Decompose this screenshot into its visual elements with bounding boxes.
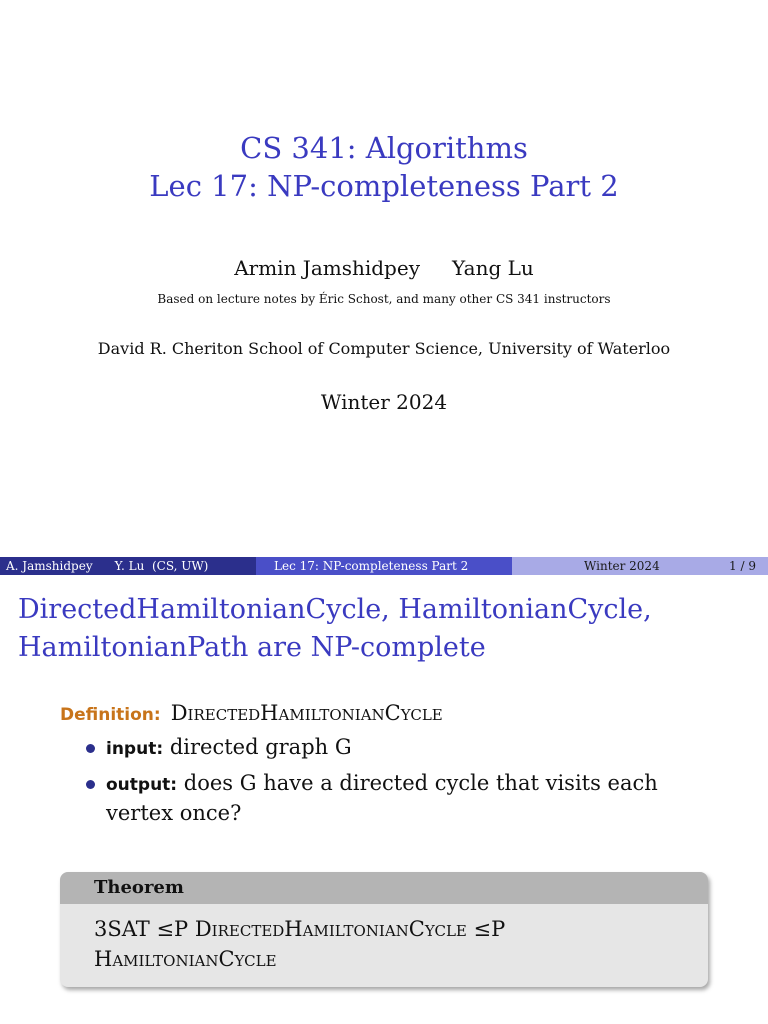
footer-date: Winter 2024 [584, 559, 660, 573]
item-text: directed graph G [169, 735, 352, 759]
item-text: does G have a directed cycle that visits each vertex once? [106, 771, 658, 825]
footer-author-a: A. Jamshidpey [6, 559, 93, 573]
footer-page-number: 1 / 9 [729, 559, 756, 573]
list-item [86, 769, 726, 827]
slide-footer [0, 557, 768, 575]
item-keyword: input: [106, 739, 164, 759]
definition-items [86, 733, 726, 833]
frame-title: DirectedHamiltonianCycle, HamiltonianCycle, HamiltonianPath are NP-complete [18, 594, 652, 663]
footer-lecture: Lec 17: NP-completeness Part 2 [256, 557, 512, 575]
theorem-block [60, 872, 708, 987]
institution: David R. Cheriton School of Computer Science, University of Waterloo [97, 339, 671, 358]
item-keyword: output: [106, 775, 178, 795]
footer-affiliation: (CS, UW) [151, 559, 209, 573]
author-2: Yang Lu [452, 256, 534, 280]
authors [0, 256, 768, 280]
footer-authors [0, 557, 256, 575]
theorem-body: 3SAT ≤P DirectedHamiltonianCycle ≤P HamiltonianCycle [94, 917, 506, 971]
date: Winter 2024 [320, 390, 448, 414]
content-slide [0, 575, 768, 1024]
credits-note: Based on lecture notes by Éric Schost, and many other CS 341 instructors [157, 292, 611, 306]
definition [60, 699, 443, 729]
footer-info [512, 557, 768, 575]
list-item [86, 733, 726, 763]
lecture-course-title: CS 341: Algorithms [240, 131, 528, 165]
author-1: Armin Jamshidpey [234, 256, 420, 280]
definition-label: Definition: [60, 705, 161, 725]
lecture-subtitle: Lec 17: NP-completeness Part 2 [149, 169, 619, 203]
theorem-title: Theorem [60, 872, 708, 904]
footer-author-b: Y. Lu [114, 559, 145, 573]
definition-name: DirectedHamiltonianCycle [170, 701, 443, 725]
